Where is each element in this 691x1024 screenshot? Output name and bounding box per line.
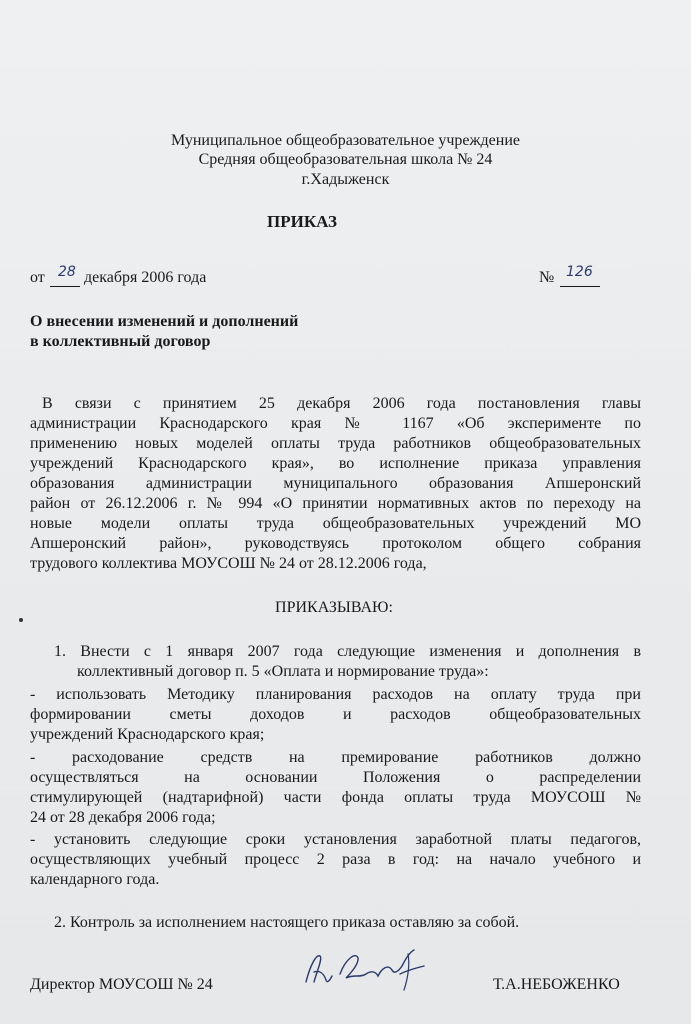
preamble-line: трудового коллектива МОУСОШ № 24 от 28.12.2006 года, xyxy=(30,555,427,572)
preamble-line: администрации Краснодарского края № 1167 «Об эксперименте по xyxy=(30,415,641,432)
preamble-line: применению новых моделей оплаты труда работников общеобразовательных xyxy=(30,435,641,452)
bullet-line: стимулирующей (надтарифной) части фонда оплаты труда МОУСОШ № xyxy=(30,789,641,806)
bullet-line: осуществляющих учебный процесс 2 раза в год: на начало учебного и xyxy=(30,851,641,868)
date-suffix: декабря 2006 года xyxy=(84,269,207,286)
bullet-line: календарного года. xyxy=(30,871,160,888)
org-name-line1: Муниципальное общеобразовательное учреждение xyxy=(171,132,520,149)
number-underline xyxy=(560,286,600,287)
signatory-name: Т.А.НЕБОЖЕНКО xyxy=(493,976,620,993)
order-word: ПРИКАЗЫВАЮ: xyxy=(275,599,393,616)
preamble-line: учреждений Краснодарского края», во исполнение приказа управления xyxy=(30,455,641,472)
date-underline xyxy=(50,286,80,287)
scan-speck xyxy=(19,618,23,622)
bullet-line: 24 от 28 декабря 2006 года; xyxy=(30,809,216,826)
subject-line2: в коллективный договор xyxy=(30,333,211,350)
date-prefix: от xyxy=(30,269,45,286)
bullet-line: осуществляться на основании Положения о распределении xyxy=(30,769,641,786)
bullet-line: - использовать Методику планирования расходов на оплату труда при xyxy=(30,686,641,703)
subject-line1: О внесении изменений и дополнений xyxy=(30,313,299,330)
preamble-line: образования администрации муниципального образования Апшеронский xyxy=(30,475,641,492)
item2-text: 2. Контроль за исполнением настоящего приказа оставляю за собой. xyxy=(54,914,520,931)
preamble-line: новые модели оплаты труда общеобразовательных учреждений МО xyxy=(30,515,641,532)
number-prefix: № xyxy=(539,269,555,286)
bullet-line: учреждений Краснодарского края; xyxy=(30,726,265,743)
number-handwritten: 126 xyxy=(566,264,593,280)
org-city: г.Хадыженск xyxy=(301,171,390,188)
signatory-position: Директор МОУСОШ № 24 xyxy=(30,976,213,993)
item1-line: коллективный договор п. 5 «Оплата и нормирование труда»: xyxy=(77,663,489,680)
preamble-line: район от 26.12.2006 г. № 994 «О принятии нормативных актов по переходу на xyxy=(30,495,641,512)
preamble-line: Апшеронский район», руководствуясь протоколом общего собрания xyxy=(30,535,641,552)
preamble-line: В связи с принятием 25 декабря 2006 года постановления главы xyxy=(42,395,641,412)
bullet-line: - установить следующие сроки установления заработной платы педагогов, xyxy=(30,831,641,848)
org-name-line2: Средняя общеобразовательная школа № 24 xyxy=(198,151,493,168)
handwritten-signature xyxy=(296,944,436,994)
bullet-line: формировании сметы доходов и расходов общеобразовательных xyxy=(30,706,641,723)
bullet-line: - расходование средств на премирование работников должно xyxy=(30,749,641,766)
document-title: ПРИКАЗ xyxy=(267,212,337,231)
item1-line: 1. Внести с 1 января 2007 года следующие изменения и дополнения в xyxy=(54,643,641,660)
date-day-handwritten: 28 xyxy=(58,264,76,280)
